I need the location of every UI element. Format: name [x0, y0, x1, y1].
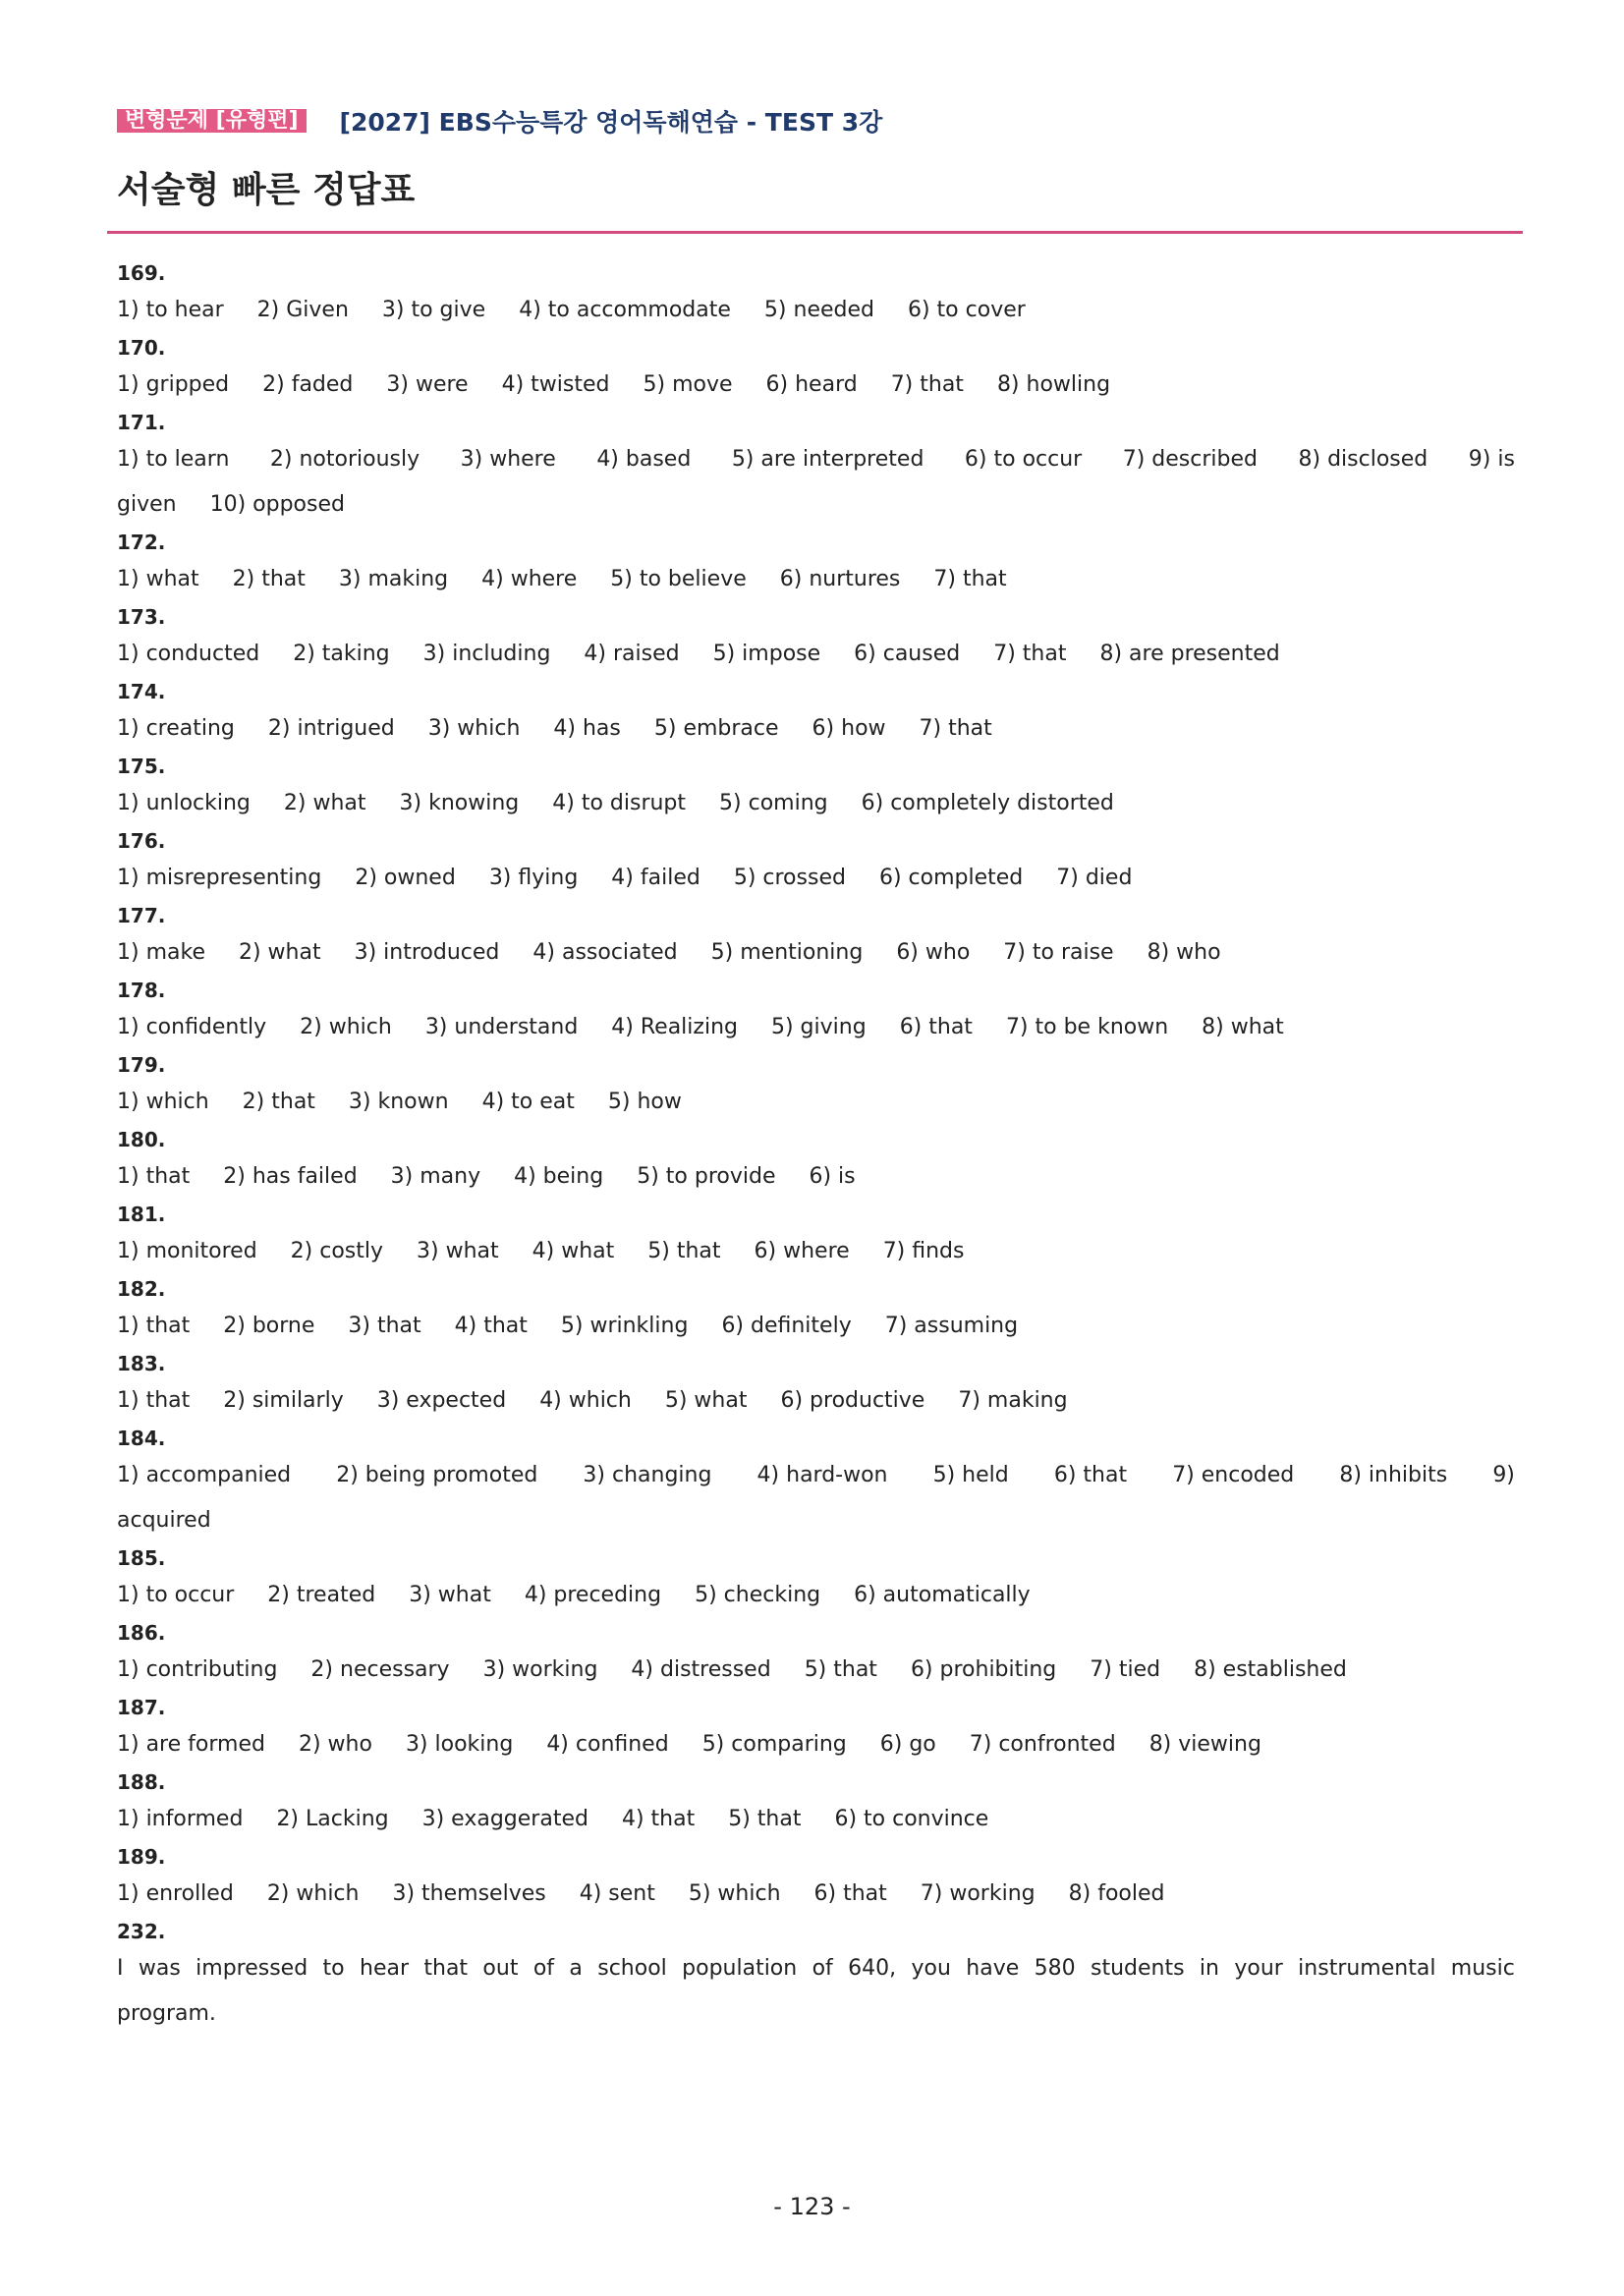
question-block [117, 1125, 1515, 1200]
answer-item: 9) [1492, 1463, 1515, 1487]
answer-item: 5) checking [695, 1583, 821, 1607]
answer-item: 2) treated [267, 1583, 376, 1607]
answer-line [117, 288, 1515, 333]
answer-item: 4) twisted [501, 372, 610, 397]
question-number: 173. [117, 605, 166, 629]
answer-item: 6) definitely [721, 1314, 852, 1338]
answer-item: 6) that [813, 1881, 887, 1906]
answer-item: 1) creating [117, 716, 235, 741]
answer-line [117, 1498, 1515, 1543]
answer-line [117, 856, 1515, 901]
answer-item: 3) changing [583, 1463, 712, 1487]
answer-item: 7) died [1056, 866, 1133, 890]
answer-item: 4) sent [579, 1881, 655, 1906]
answer-item: 3) exaggerated [421, 1807, 588, 1831]
answer-item: 5) move [643, 372, 733, 397]
answer-line [117, 1378, 1515, 1424]
answer-item: 3) many [390, 1164, 481, 1189]
answer-line [117, 1648, 1515, 1693]
answer-item: acquired [117, 1508, 211, 1533]
answer-line [117, 1453, 1515, 1498]
answer-item: 1) informed [117, 1807, 244, 1831]
answer-item: 8) what [1202, 1015, 1284, 1039]
answer-item: 3) what [409, 1583, 491, 1607]
answer-item: 6) to occur [964, 447, 1083, 472]
answer-item: 7) to be known [1005, 1015, 1169, 1039]
answer-item: 10) opposed [209, 492, 345, 517]
question-number: 169. [117, 261, 166, 285]
answer-item: 4) preceding [524, 1583, 662, 1607]
questions-container [117, 258, 1515, 1917]
sentence-word: was [138, 1956, 181, 1981]
answer-item: 5) mentioning [710, 940, 864, 965]
answer-item: 5) to believe [610, 567, 747, 591]
answer-item: 4) to eat [481, 1090, 575, 1114]
answer-item: 3) introduced [354, 940, 500, 965]
answer-item: 4) where [481, 567, 578, 591]
answer-line [117, 930, 1515, 976]
answer-item: 1) contributing [117, 1657, 278, 1682]
answer-item: 2) similarly [223, 1388, 344, 1413]
answer-item: 4) raised [584, 642, 680, 666]
answer-item: 5) which [688, 1881, 781, 1906]
answer-item: 5) giving [770, 1015, 867, 1039]
question-block [117, 1693, 1515, 1767]
answer-line [117, 632, 1515, 677]
question-number: 181. [117, 1203, 166, 1226]
question-number: 185. [117, 1546, 166, 1570]
answer-item: 2) what [238, 940, 321, 965]
question-number: 176. [117, 829, 166, 853]
question-block [117, 528, 1515, 602]
question-number: 232. [117, 1920, 166, 1943]
answer-item: 2) taking [293, 642, 390, 666]
answer-item: 1) to hear [117, 298, 224, 322]
answer-item: 6) automatically [854, 1583, 1031, 1607]
answer-item: 2) Given [256, 298, 349, 322]
answer-item: 5) comparing [701, 1732, 847, 1757]
question-number: 180. [117, 1128, 166, 1151]
question-number: 179. [117, 1053, 166, 1077]
answer-line [117, 1005, 1515, 1050]
answer-item: 7) tied [1090, 1657, 1161, 1682]
answer-item: 4) distressed [631, 1657, 771, 1682]
answer-item: 7) that [933, 567, 1007, 591]
answer-item: 7) that [919, 716, 992, 741]
answer-item: 1) that [117, 1314, 191, 1338]
question-block [117, 752, 1515, 826]
question-number: 182. [117, 1277, 166, 1301]
answer-item: 2) what [283, 791, 366, 815]
question-block [117, 408, 1515, 528]
answer-item: 6) to cover [907, 298, 1026, 322]
answer-item: 4) being [514, 1164, 604, 1189]
answer-item: 6) that [1053, 1463, 1128, 1487]
question-block [117, 258, 1515, 333]
answer-item: 1) are formed [117, 1732, 265, 1757]
answer-item: 7) working [920, 1881, 1036, 1906]
answer-item: 5) to provide [637, 1164, 776, 1189]
answer-item: 1) unlocking [117, 791, 251, 815]
answer-item: 3) were [386, 372, 469, 397]
answer-sentence-continued: program. [117, 2001, 216, 2026]
question-block [117, 1050, 1515, 1125]
question-block [117, 976, 1515, 1050]
question-block [117, 1274, 1515, 1349]
answer-item: 5) how [607, 1090, 682, 1114]
question-block [117, 1200, 1515, 1274]
answer-item: 1) misrepresenting [117, 866, 322, 890]
question-number: 184. [117, 1427, 166, 1450]
answer-item: 2) has failed [223, 1164, 358, 1189]
answer-item: 4) that [454, 1314, 528, 1338]
answer-item: 7) that [993, 642, 1067, 666]
sentence-word: of [532, 1956, 555, 1981]
answer-line [117, 706, 1515, 752]
answer-sentence [117, 1946, 1515, 1991]
answer-item: 4) what [532, 1239, 615, 1263]
answer-item: 1) to learn [117, 447, 230, 472]
answer-item: 6) completed [878, 866, 1024, 890]
answer-item: 5) coming [719, 791, 828, 815]
page-number: - 123 - [773, 2193, 851, 2220]
answer-item: 4) based [596, 447, 692, 472]
question-block [117, 333, 1515, 408]
answer-item: 3) which [427, 716, 521, 741]
answer-item: 6) heard [765, 372, 858, 397]
answer-list [117, 258, 1515, 2037]
answer-item: 3) looking [405, 1732, 514, 1757]
sentence-word: your [1234, 1956, 1283, 1981]
answer-item: 5) are interpreted [731, 447, 924, 472]
answer-item: 2) who [298, 1732, 372, 1757]
answer-item: 3) themselves [392, 1881, 546, 1906]
answer-item: 8) howling [996, 372, 1111, 397]
answer-item: 1) what [117, 567, 199, 591]
question-block [117, 1349, 1515, 1424]
answer-item: 2) that [232, 567, 306, 591]
sentence-word: impressed [196, 1956, 308, 1981]
answer-item: 7) assuming [884, 1314, 1019, 1338]
answer-item: 4) to disrupt [552, 791, 687, 815]
question-block [117, 677, 1515, 752]
question-block [117, 602, 1515, 677]
answer-item: 4) failed [611, 866, 700, 890]
sentence-word: out [482, 1956, 519, 1981]
answer-item: 6) nurtures [779, 567, 901, 591]
question-block [117, 1618, 1515, 1693]
answer-item: 2) owned [355, 866, 456, 890]
answer-item: 8) fooled [1068, 1881, 1165, 1906]
answer-item: 3) knowing [399, 791, 520, 815]
sentence-word: school [597, 1956, 667, 1981]
answer-item: 3) flying [488, 866, 579, 890]
sentence-word: 580 [1034, 1956, 1076, 1981]
answer-line [117, 1573, 1515, 1618]
answer-item: 1) confidently [117, 1015, 267, 1039]
question-block [117, 901, 1515, 976]
answer-item: 7) to raise [1003, 940, 1114, 965]
answer-line [117, 557, 1515, 602]
answer-item: 2) that [242, 1090, 315, 1114]
answer-item: 7) encoded [1172, 1463, 1295, 1487]
answer-item: 3) known [348, 1090, 449, 1114]
answer-line [117, 363, 1515, 408]
sentence-word: population [682, 1956, 798, 1981]
answer-item: 5) held [932, 1463, 1009, 1487]
answer-item: 3) working [482, 1657, 598, 1682]
answer-item: 1) gripped [117, 372, 230, 397]
question-number: 189. [117, 1845, 166, 1869]
answer-item: 7) that [890, 372, 964, 397]
answer-item: 7) finds [882, 1239, 965, 1263]
answer-item: 7) confronted [969, 1732, 1116, 1757]
answer-item: 5) that [804, 1657, 877, 1682]
page-title: 서술형 빠른 정답표 [117, 170, 416, 210]
answer-item: 1) which [117, 1090, 209, 1114]
answer-item: 1) enrolled [117, 1881, 234, 1906]
answer-item: 4) has [553, 716, 621, 741]
answer-item: 6) productive [780, 1388, 925, 1413]
question-number: 172. [117, 531, 166, 554]
answer-item: 5) embrace [653, 716, 779, 741]
answer-item: 3) where [460, 447, 556, 472]
question-block [117, 1767, 1515, 1842]
answer-item: 4) that [621, 1807, 696, 1831]
answer-item: 6) how [812, 716, 886, 741]
answer-item: 6) to convince [834, 1807, 989, 1831]
answer-item: 4) to accommodate [519, 298, 731, 322]
answer-item: 2) being promoted [336, 1463, 538, 1487]
question-number: 178. [117, 979, 166, 1002]
sentence-word: students [1091, 1956, 1185, 1981]
answer-item: 2) Lacking [276, 1807, 389, 1831]
answer-item: 6) completely distorted [861, 791, 1114, 815]
answer-item: 2) which [266, 1881, 360, 1906]
answer-item: 9) is [1468, 447, 1515, 472]
question-block [117, 1842, 1515, 1917]
answer-item: 7) described [1122, 447, 1258, 472]
question-number: 171. [117, 411, 166, 434]
answer-item: 1) that [117, 1164, 191, 1189]
header [117, 104, 882, 138]
answer-item: 2) faded [262, 372, 354, 397]
answer-item: 3) understand [424, 1015, 579, 1039]
answer-item: given [117, 492, 177, 517]
answer-item: 8) who [1147, 940, 1221, 965]
sentence-word: I [117, 1956, 124, 1981]
answer-item: 3) making [338, 567, 449, 591]
sentence-word: of [812, 1956, 833, 1981]
sentence-word: instrumental [1298, 1956, 1436, 1981]
answer-item: 8) viewing [1148, 1732, 1261, 1757]
answer-item: 5) wrinkling [560, 1314, 689, 1338]
answer-line [117, 437, 1515, 482]
answer-item: 1) that [117, 1388, 191, 1413]
answer-item: 4) which [539, 1388, 632, 1413]
answer-item: 8) disclosed [1298, 447, 1428, 472]
answer-item: 6) that [899, 1015, 973, 1039]
answer-line [117, 1304, 1515, 1349]
header-subtitle: [2027] EBS수능특강 영어독해연습 - TEST 3강 [339, 108, 883, 137]
question-number: 187. [117, 1696, 166, 1719]
answer-line [117, 1872, 1515, 1917]
sentence-word: music [1450, 1956, 1515, 1981]
answer-item: 4) associated [532, 940, 678, 965]
title-divider [107, 231, 1523, 234]
answer-line [117, 1080, 1515, 1125]
answer-item: 6) prohibiting [910, 1657, 1057, 1682]
answer-item: 7) making [958, 1388, 1068, 1413]
answer-item: 1) monitored [117, 1239, 257, 1263]
type-tag: 변형문제 [유형편] [117, 109, 307, 133]
answer-item: 1) accompanied [117, 1463, 292, 1487]
answer-item: 6) is [809, 1164, 856, 1189]
question-number: 183. [117, 1352, 166, 1375]
answer-item: 3) expected [376, 1388, 507, 1413]
question-block [117, 826, 1515, 901]
question-number: 174. [117, 680, 166, 703]
question-block [117, 1424, 1515, 1543]
answer-item: 5) impose [712, 642, 821, 666]
answer-item: 6) who [896, 940, 971, 965]
sentence-word: you [911, 1956, 951, 1981]
answer-item: 3) that [348, 1314, 421, 1338]
sentence-word: 640, [848, 1956, 897, 1981]
sentence-word: have [966, 1956, 1020, 1981]
answer-item: 2) borne [223, 1314, 315, 1338]
question-number: 186. [117, 1621, 166, 1645]
answer-item: 3) to give [381, 298, 486, 322]
answer-item: 4) confined [546, 1732, 669, 1757]
answer-item: 5) that [647, 1239, 721, 1263]
answer-line [117, 1154, 1515, 1200]
answer-item: 8) inhibits [1339, 1463, 1448, 1487]
answer-item: 4) hard-won [756, 1463, 888, 1487]
question-number: 170. [117, 336, 166, 360]
question-number: 188. [117, 1770, 166, 1794]
answer-item: 2) costly [290, 1239, 384, 1263]
answer-line [117, 1722, 1515, 1767]
sentence-word: to [322, 1956, 345, 1981]
sentence-word: in [1199, 1956, 1219, 1981]
answer-item: 5) that [728, 1807, 802, 1831]
answer-item: 2) necessary [310, 1657, 450, 1682]
answer-item: 6) caused [854, 642, 961, 666]
question-block [117, 1543, 1515, 1618]
answer-item: 5) what [664, 1388, 748, 1413]
answer-item: 2) intrigued [267, 716, 395, 741]
answer-line [117, 1797, 1515, 1842]
answer-item: 3) including [422, 642, 551, 666]
answer-item: 2) which [300, 1015, 392, 1039]
answer-item: 2) notoriously [269, 447, 420, 472]
sentence-word: a [569, 1956, 583, 1981]
answer-item: 1) conducted [117, 642, 260, 666]
answer-line [117, 482, 1515, 528]
answer-line [117, 1229, 1515, 1274]
answer-item: 4) Realizing [611, 1015, 738, 1039]
answer-item: 5) needed [763, 298, 874, 322]
question-number: 175. [117, 755, 166, 778]
question-232 [117, 1917, 1515, 2037]
answer-item: 3) what [417, 1239, 499, 1263]
answer-item: 6) go [879, 1732, 936, 1757]
answer-item: 6) where [754, 1239, 850, 1263]
answer-item: 1) make [117, 940, 205, 965]
answer-line [117, 781, 1515, 826]
sentence-word: hear [360, 1956, 410, 1981]
answer-item: 5) crossed [733, 866, 846, 890]
sentence-word: that [423, 1956, 469, 1981]
answer-item: 1) to occur [117, 1583, 235, 1607]
answer-item: 8) established [1194, 1657, 1347, 1682]
question-number: 177. [117, 904, 166, 927]
answer-item: 8) are presented [1099, 642, 1280, 666]
